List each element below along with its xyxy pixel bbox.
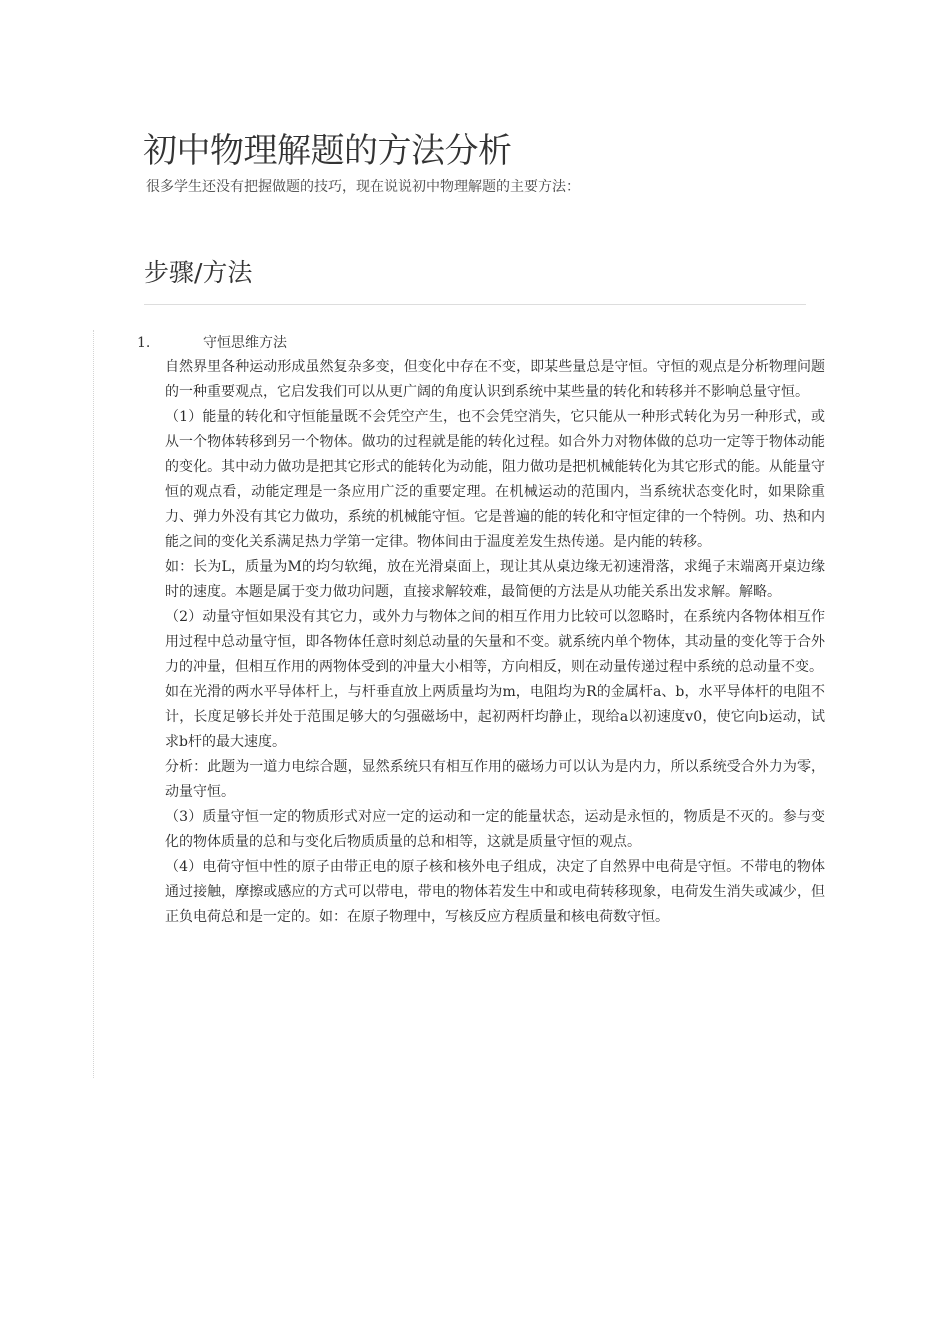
intro-text: 很多学生还没有把握做题的技巧，现在说说初中物理解题的主要方法： (146, 179, 580, 195)
paragraph-momentum-example: 如在光滑的两水平导体杆上，与杆垂直放上两质量均为m，电阻均为R的金属杆a、b，水平导体杆的电阻不计，长度足够长并处于范围足够大的匀强磁场中，起初两杆均静止，现给a以初速度v0，使它向b运动，试求b杆的最大速度。 (165, 684, 825, 750)
list-item-number: 1. (137, 335, 151, 351)
paragraph-mass-conservation: （3）质量守恒一定的物质形式对应一定的运动和一定的能量状态，运动是永恒的，物质是不灭的。参与变化的物体质量的总和与变化后物质质量的总和相等，这就是质量守恒的观点。 (165, 809, 825, 850)
page-title: 初中物理解题的方法分析 (143, 131, 512, 171)
section-heading: 步骤/方法 (144, 258, 253, 287)
list-item-body (165, 355, 825, 930)
paragraph-momentum-analysis: 分析：此题为一道力电综合题，显然系统只有相互作用的磁场力可以认为是内力，所以系统受合外力为零，动量守恒。 (165, 759, 825, 800)
list-item-title: 守恒思维方法 (203, 335, 287, 351)
paragraph-overview: 自然界里各种运动形成虽然复杂多变，但变化中存在不变，即某些量总是守恒。守恒的观点是分析物理问题的一种重要观点，它启发我们可以从更广阔的角度认识到系统中某些量的转化和转移并不影响总量守恒。 (165, 359, 825, 400)
paragraph-energy-conservation: （1）能量的转化和守恒能量既不会凭空产生，也不会凭空消失，它只能从一种形式转化为另一种形式，或从一个物体转移到另一个物体。做功的过程就是能的转化过程。如合外力对物体做的总功一定等于物体动能的变化。其中动力做功是把其它形式的能转化为动能，阻力做功是把机械能转化为其它形式的能。从能量守恒的观点看，动能定理是一条应用广泛的重要定理。在机械运动的范围内，当系统状态变化时，如果除重力、弹力外没有其它力做功，系统的机械能守恒。它是普遍的能的转化和守恒定律的一个特例。功、热和内能之间的变化关系满足热力学第一定律。物体间由于温度差发生热传递。是内能的转移。 (165, 409, 825, 550)
paragraph-energy-example: 如：长为L，质量为M的均匀软绳，放在光滑桌面上，现让其从桌边缘无初速滑落，求绳子末端离开桌边缘时的速度。本题是属于变力做功问题，直接求解较难，最简便的方法是从功能关系出发求解。解略。 (165, 559, 825, 600)
section-divider (144, 304, 806, 305)
paragraph-momentum-conservation: （2）动量守恒如果没有其它力，或外力与物体之间的相互作用力比较可以忽略时，在系统内各物体相互作用过程中总动量守恒，即各物体任意时刻总动量的矢量和不变。就系统内单个物体，其动量的变化等于合外力的冲量，但相互作用的两物体受到的冲量大小相等，方向相反，则在动量传递过程中系统的总动量不变。 (165, 609, 825, 675)
paragraph-charge-conservation: （4）电荷守恒中性的原子由带正电的原子核和核外电子组成，决定了自然界中电荷是守恒。不带电的物体通过接触，摩擦或感应的方式可以带电，带电的物体若发生中和或电荷转移现象，电荷发生消失或减少，但正负电荷总和是一定的。如：在原子物理中，写核反应方程质量和核电荷数守恒。 (165, 859, 825, 925)
left-margin-guide (93, 330, 94, 1078)
